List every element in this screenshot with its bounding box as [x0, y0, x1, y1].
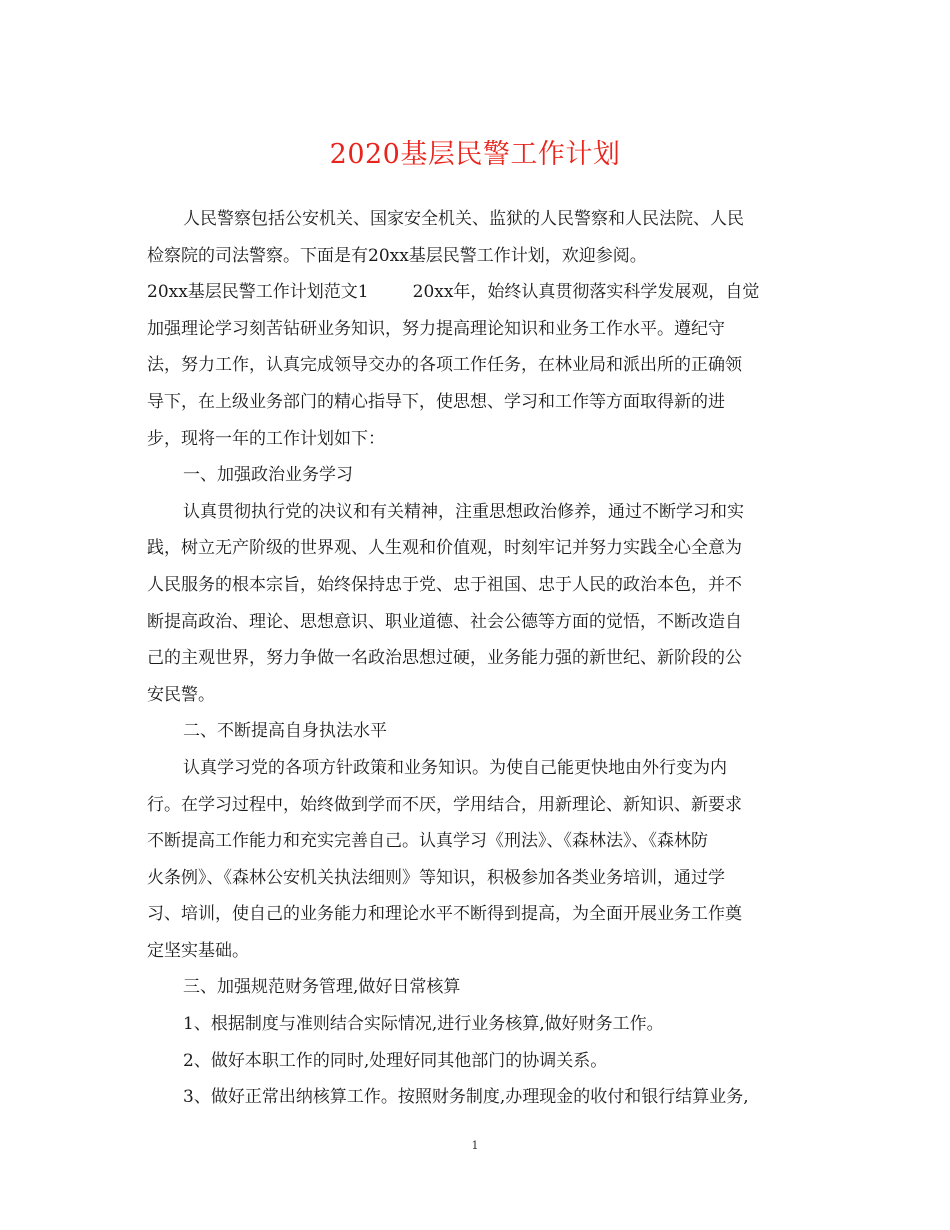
section1-line: 人民服务的根本宗旨，始终保持忠于党、忠于祖国、忠于人民的政治本色，并不: [147, 574, 742, 595]
section2-line: 不断提高工作能力和充实完善自己。认真学习《刑法》、《森林法》、《森林防: [147, 831, 708, 852]
section3-item: 1、根据制度与准则结合实际情况,进行业务核算,做好财务工作。: [183, 1014, 664, 1035]
section1-line: 断提高政治、理论、思想意识、职业道德、社会公德等方面的觉悟，不断改造自: [147, 611, 742, 632]
intro-line: 检察院的司法警察。下面是有20xx基层民警工作计划，欢迎参阅。: [147, 245, 647, 266]
sample-line: 导下，在上级业务部门的精心指导下，使思想、学习和工作等方面取得新的进: [147, 391, 725, 412]
page-number: 1: [471, 1139, 479, 1152]
section2-line: 火条例》、《森林公安机关执法细则》等知识，积极参加各类业务培训，通过学: [147, 867, 725, 888]
section2-line: 认真学习党的各项方针政策和业务知识。为使自己能更快地由外行变为内: [183, 757, 727, 778]
sample-line: 步，现将一年的工作计划如下：: [147, 428, 385, 449]
section1-heading: 一、加强政治业务学习: [183, 465, 353, 486]
intro-paragraph: [147, 201, 807, 238]
section1-line: 认真贯彻执行党的决议和有关精神，注重思想政治修养，通过不断学习和实: [183, 501, 744, 522]
section1-line: 己的主观世界，努力争做一名政治思想过硬，业务能力强的新世纪、新阶段的公: [147, 648, 742, 669]
intro-paragraph-cont: [147, 238, 807, 275]
section2-line: 习、培训，使自己的业务能力和理论水平不断得到提高，为全面开展业务工作奠: [147, 904, 742, 925]
section2-heading: 二、不断提高自身执法水平: [183, 721, 387, 742]
section1-paragraph: [147, 494, 807, 714]
section1-line: 安民警。: [147, 684, 215, 705]
document-body: [147, 201, 807, 1116]
section3-heading: 三、加强规范财务管理,做好日常核算: [183, 977, 461, 998]
sample-line: 法，努力工作，认真完成领导交办的各项工作任务，在林业局和派出所的正确领: [147, 355, 742, 376]
sample-line: 加强理论学习刻苦钻研业务知识，努力提高理论知识和业务工作水平。遵纪守: [147, 318, 725, 339]
document-title: 2020基层民警工作计划: [329, 139, 621, 170]
section3-item: 3、做好正常出纳核算工作。按照财务制度,办理现金的收付和银行结算业务,: [183, 1087, 749, 1108]
section3-item: 2、做好本职工作的同时,处理好同其他部门的协调关系。: [183, 1050, 608, 1071]
section1-line: 践，树立无产阶级的世界观、人生观和价值观，时刻牢记并努力实践全心全意为: [147, 538, 742, 559]
section2-line: 定坚实基础。: [147, 940, 249, 961]
sample-paragraph: [147, 274, 807, 457]
section2-line: 行。在学习过程中，始终做到学而不厌，学用结合，用新理论、新知识、新要求: [147, 794, 742, 815]
intro-line: 人民警察包括公安机关、国家安全机关、监狱的人民警察和人民法院、人民: [183, 209, 744, 229]
sample-heading: 20xx基层民警工作计划范文1: [147, 282, 369, 303]
sample-first-line: 20xx年，始终认真贯彻落实科学发展观，自觉: [412, 282, 760, 303]
section2-paragraph: [147, 750, 807, 970]
